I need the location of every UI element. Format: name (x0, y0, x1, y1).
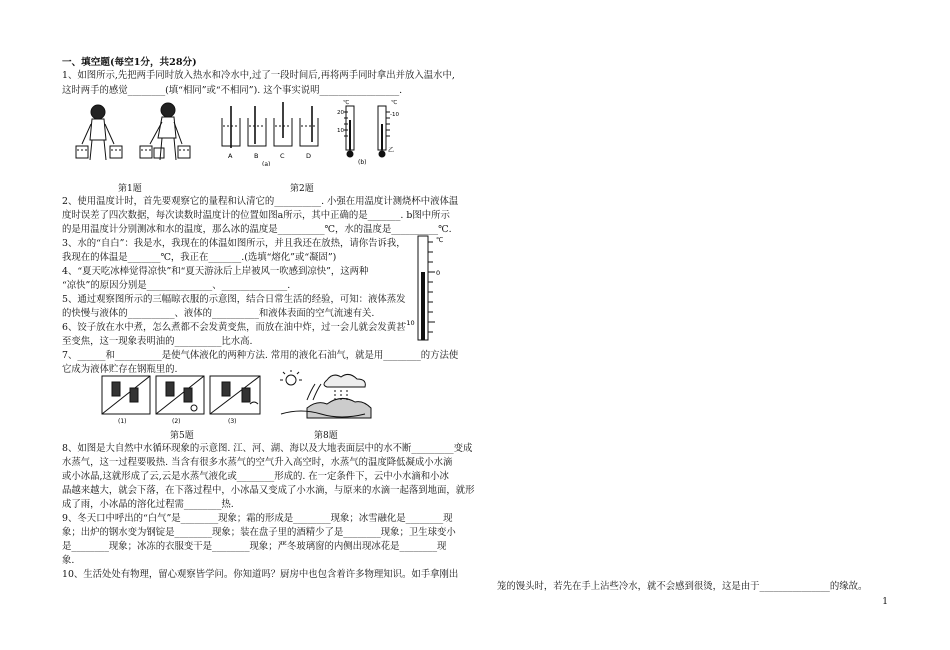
q5-line-1: 5、通过观察图所示的三幅晾衣服的示意图，结合日常生活的经验，可知：液体蒸发 (62, 294, 406, 305)
q5-line-2: 的快慢与液体的__________、液体的__________和液体表面的空气流速有关. (62, 308, 375, 319)
q6-line-1: 6、饺子放在水中煮，怎么煮都不会发黄变焦，而放在油中炸，过一会儿就会发黄甚 (62, 322, 406, 333)
caption-fig5: 第5题 (170, 431, 194, 441)
part-a-label: (a) (262, 161, 271, 166)
q8-line-5: 成了雨，小冰晶的溶化过程需________热. (62, 499, 234, 510)
q6-line-2: 至变焦，这一现象表明油的__________比水高. (62, 336, 253, 347)
thermo2-tick-neg10: -10 (390, 112, 399, 118)
part-b-label: (b) (358, 159, 367, 166)
q9-line-3: 是________现象；冰冻的衣服变干是________现象；严冬玻璃窗的内侧出现冰花是________现 (62, 541, 447, 552)
q4-line-1: 4、“夏天吃冰棒觉得凉快”和“夏天游泳后上岸被风一吹感到凉快”，这两种 (62, 266, 369, 277)
q9-line-1: 9、冬天口中呼出的“白气”是________现象；霜的形成是________现象；冰雪融化是________现 (62, 513, 453, 524)
q8-line-2: 水蒸气，这一过程要吸热. 当含有很多水蒸气的空气升入高空时，水蒸气的温度降低凝成小水滴 (62, 457, 453, 468)
q9-line-4: 象. (62, 555, 75, 566)
figure-3-thermometer (404, 232, 450, 344)
q2-line-2: 度时误差了四次数据，每次读数时温度计的位置如图a所示，其中正确的是_______. b图中所示 (62, 210, 450, 221)
q2-line-1: 2、使用温度计时，首先要观察它的量程和认清它的__________. 小强在用温度计测烧杯中液体温 (62, 196, 459, 207)
caption-fig8: 第8题 (314, 431, 338, 441)
thermo3-tick-0: 0 (436, 269, 441, 277)
thermo3-unit: ℃ (436, 236, 444, 244)
caption-fig1: 第1题 (118, 184, 142, 194)
page-number: 1 (882, 597, 888, 607)
figure-8-water-cycle (277, 370, 377, 422)
fig5-label-3: (3) (228, 418, 237, 424)
q4-line-2: “凉快”的原因分别是______________、______________. (62, 280, 291, 291)
figure-5-drying-clothes (100, 374, 265, 424)
q10-continuation: 笼的馒头时，若先在手上沾些冷水，就不会感到很烫，这是由于_______________的缘故。 (497, 581, 868, 592)
figure-2-thermometers (218, 100, 408, 166)
q7-line-1: 7、______和__________是使气体液化的两种方法. 常用的液化石油气，就是用________的方法使 (62, 350, 459, 361)
q9-line-2: 象；出炉的钢水变为钢锭是________现象；装在盘子里的酒精少了是________现象；卫生球变小 (62, 527, 456, 538)
caption-fig2: 第2题 (290, 184, 314, 194)
fig5-label-2: (2) (172, 418, 181, 424)
q8-line-1: 8、如图是大自然中水循环现象的示意图. 江、河、湖、海以及大地表面层中的水不断_________变成 (62, 443, 473, 454)
fig5-label-1: (1) (118, 418, 127, 424)
q8-line-3: 或小冰晶,这就形成了云,云是水蒸气液化或________形成的. 在一定条件下，云中小水滴和小冰 (62, 471, 449, 482)
beaker-label-b: B (254, 152, 259, 160)
q2-line-3: 的是用温度计分别测冰和水的温度，那么冰的温度是__________℃，水的温度是__________℃. (62, 224, 452, 235)
thermo1-tick-20: 20 (337, 110, 344, 116)
section-title: 一、填空题(每空1分，共28分) (62, 57, 197, 68)
thermo2-name: 乙 (388, 147, 395, 154)
q3-line-2: 我现在的体温是_______℃，我正在_______.(选填“熔化”或“凝固”) (62, 252, 337, 263)
beaker-label-c: C (280, 152, 285, 160)
thermo3-tick-neg10: -10 (404, 319, 415, 327)
beaker-label-a: A (228, 152, 233, 160)
q3-line-1: 3、水的“自白”：我是水，我现在的体温如图所示，并且我还在放热，请你告诉我， (62, 238, 406, 249)
q1-line-1: 1、如图所示,先把两手同时放入热水和冷水中,过了一段时间后,再将两手同时拿出并放入温水中, (62, 70, 455, 81)
q1-line-2: 这时两手的感觉________(填“相同”或“不相同”). 这个事实说明_________________. (62, 85, 403, 96)
thermo2-unit: ℃ (391, 100, 398, 106)
figure-1-hands-in-water (70, 100, 200, 166)
thermo1-tick-10: 10 (337, 128, 344, 134)
beaker-label-d: D (306, 152, 312, 160)
q10-line-1: 10、生活处处有物理，留心观察皆学问。你知道吗？厨房中也包含着许多物理知识。如手拿刚出 (62, 569, 459, 580)
thermo1-unit: ℃ (343, 100, 350, 106)
q8-line-4: 晶越来越大，就会下落，在下落过程中，小冰晶又变成了小水滴，与原来的水滴一起落到地面，就形 (62, 485, 475, 496)
q7-line-2: 它成为液体贮存在钢瓶里的. (62, 364, 178, 375)
